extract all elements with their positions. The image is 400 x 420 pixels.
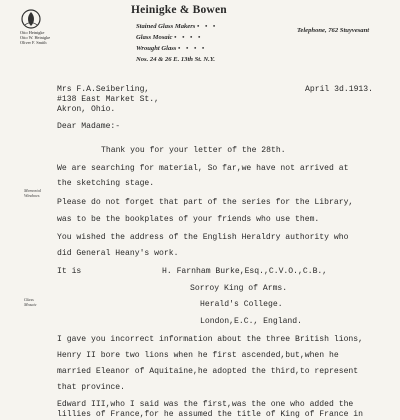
body-line: London,E.C., England. (200, 317, 302, 326)
body-line: married Eleanor of Aquitaine,he adopted the third,to represent (57, 367, 359, 376)
service-line: Wrought Glass • • • • (136, 45, 207, 52)
margin-note: Memorial Windows (24, 188, 41, 198)
body-line: was to be the bookplates of your friends who use them. (57, 215, 320, 224)
letter-date: April 3d.1913. (305, 85, 373, 94)
body-line: Henry II bore two lions when he first ascended,but,when he (57, 351, 339, 360)
telephone: Telephone, 762 Stuyvesant (297, 27, 370, 34)
body-line: It is (57, 267, 82, 276)
body-line: Herald's College. (200, 300, 283, 309)
body-line: lillies of France,for he assumed the title of King of France in (57, 410, 363, 419)
firm-address: Nos. 24 & 26 E. 13th St. N.Y. (136, 56, 216, 63)
partners-list (20, 30, 50, 46)
body-line: We are searching for material, So far,we have not arrived at (57, 164, 349, 173)
partner-name: Otto Heinigke (20, 30, 45, 35)
body-line: Sorroy King of Arms. (190, 284, 288, 293)
body-line: Please do not forget that part of the series for the Library, (57, 198, 354, 207)
body-line: You wished the address of the English Heraldry authority who (57, 233, 349, 242)
firm-name: Heinigke & Bowen (131, 4, 227, 16)
service-line: Glass Mosaic • • • • (136, 34, 203, 41)
firm-logo-icon (20, 8, 42, 30)
service-lines (136, 21, 217, 65)
body-line: Thank you for your letter of the 28th. (101, 146, 286, 155)
partner-name: Oliver F. Smith (20, 40, 47, 46)
address-line: Mrs F.A.Seiberling, (57, 85, 150, 94)
body-line: I gave you incorrect information about the three British lions, (57, 335, 363, 344)
service-line: Stained Glass Makers • • • (136, 23, 218, 30)
body-line: Edward III,who I said was the first,was the one who added the (57, 400, 354, 409)
salutation: Dear Madame:- (57, 122, 121, 131)
body-line: did General Heany's work. (57, 249, 179, 258)
address-line: Akron, Ohio. (57, 105, 116, 114)
body-line: the sketching stage. (57, 179, 155, 188)
partner-name: Otto W. Heinigke (20, 35, 51, 41)
body-line: H. Farnham Burke,Esq.,C.V.O.,C.B., (162, 267, 328, 276)
margin-note: Glass Mosaic (24, 297, 37, 307)
recipient-address (57, 85, 159, 115)
body-line: that province. (57, 383, 125, 392)
address-line: #138 East Market St., (57, 95, 159, 104)
